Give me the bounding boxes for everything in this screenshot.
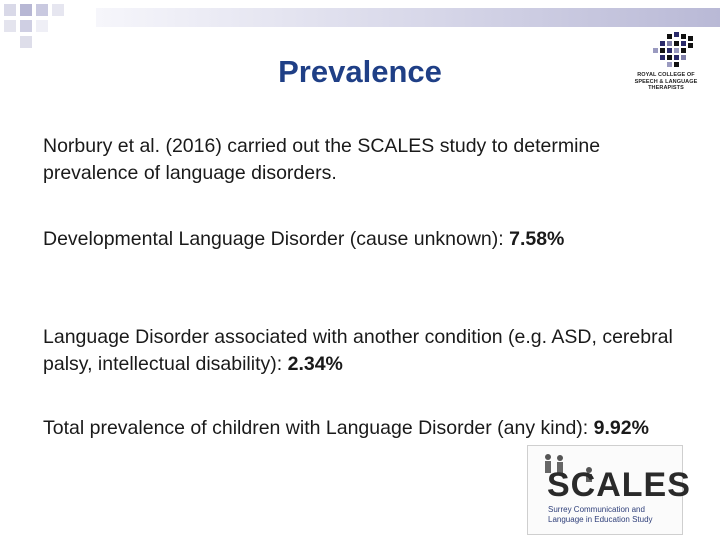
decorative-square-grid (0, 0, 100, 56)
paragraph-scales-study-text: Norbury et al. (2016) carried out the SCALES study to determine prevalence of language disorders. (43, 135, 601, 184)
total-prevalence-description: Total prevalence of children with Language Disorder (any kind): (43, 417, 594, 439)
paragraph-associated-ld-prevalence (43, 324, 693, 378)
rcslt-logo (627, 30, 705, 94)
paragraph-total-prevalence (43, 415, 693, 442)
rcslt-logo-grid-icon (627, 30, 705, 72)
rcslt-logo-text: ROYAL COLLEGE OF SPEECH & LANGUAGE THERAPISTS (634, 72, 698, 91)
dld-description: Developmental Language Disorder (cause unknown): (43, 228, 510, 250)
scales-logo-subtitle: Surrey Communication and Language in Education Study (548, 505, 653, 524)
slide-title: Prevalence (278, 54, 442, 89)
paragraph-scales-study (43, 133, 693, 187)
associated-ld-percentage: 2.34% (287, 353, 343, 375)
dld-percentage: 7.58% (509, 228, 565, 250)
scales-study-logo (527, 445, 691, 535)
scales-logo-wordmark: SCALES (547, 466, 691, 504)
header-accent-bar (96, 8, 720, 27)
total-prevalence-percentage: 9.92% (593, 417, 649, 439)
paragraph-dld-prevalence (43, 226, 693, 253)
associated-ld-description: Language Disorder associated with another condition (e.g. ASD, cerebral palsy, intellectual disability): (43, 326, 673, 375)
